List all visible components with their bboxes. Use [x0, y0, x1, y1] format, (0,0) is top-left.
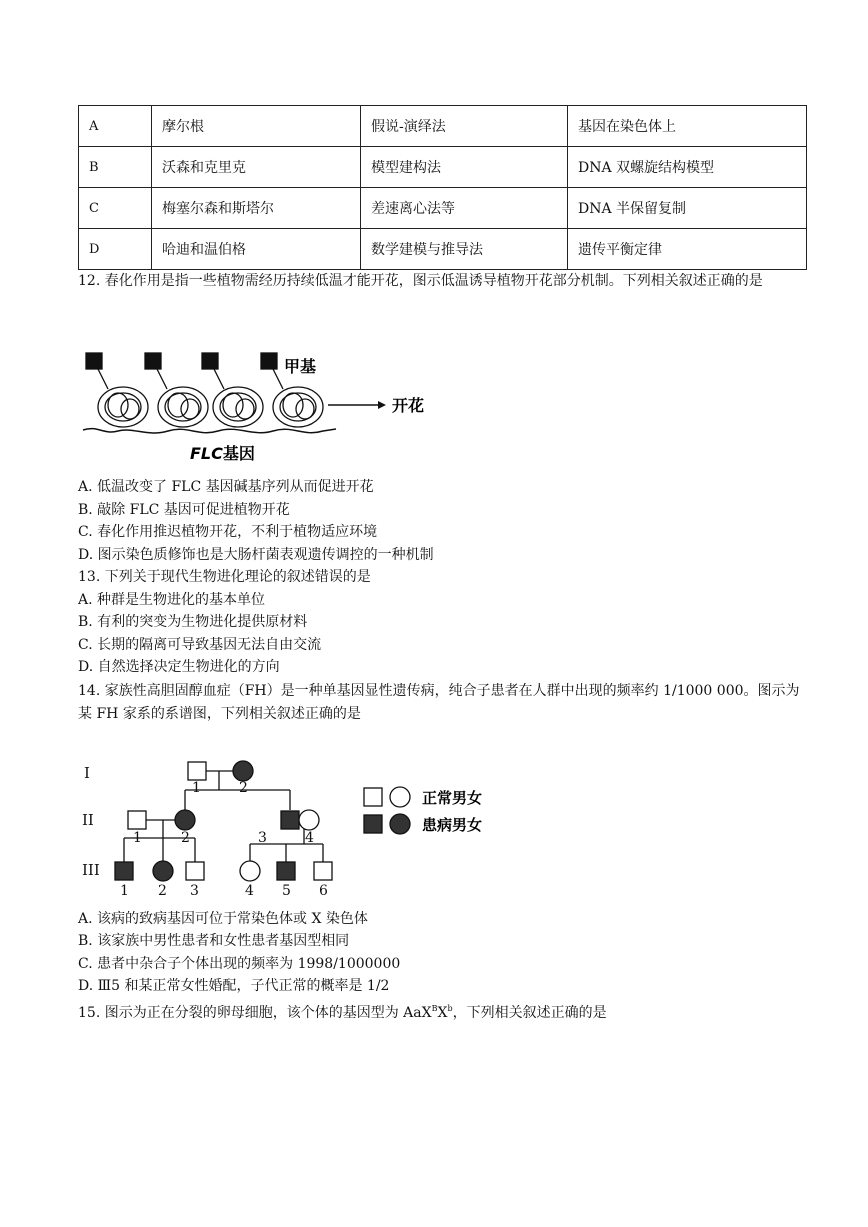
member-number: 3 [258, 830, 267, 846]
member-number: 2 [239, 780, 248, 796]
pedigree-male-affected [115, 862, 133, 880]
q12-option-a: A. 低温改变了 FLC 基因碱基序列从而促进开花 [78, 479, 374, 495]
methyl-group [261, 353, 283, 389]
table-row [79, 229, 807, 270]
table-cell-method: 差速离心法等 [361, 188, 568, 229]
flc-chromatin-figure [78, 345, 458, 465]
flc-gene-label [190, 444, 255, 463]
member-number: 4 [305, 830, 314, 846]
q13-option-b: B. 有利的突变为生物进化提供原材料 [78, 614, 308, 630]
pedigree-female-affected [175, 810, 195, 830]
pedigree-male-normal [186, 862, 204, 880]
table-cell-person: 哈迪和温伯格 [152, 229, 361, 270]
table-cell-person: 梅塞尔森和斯塔尔 [152, 188, 361, 229]
table-cell-option: D [79, 229, 152, 270]
q15-sup-b: B [431, 1004, 438, 1013]
member-number: 5 [282, 883, 291, 899]
table-cell-method: 假说-演绎法 [361, 106, 568, 147]
member-number: 1 [192, 780, 201, 796]
pedigree-male-normal [188, 762, 206, 780]
member-number: 3 [190, 883, 199, 899]
methyl-group [202, 353, 224, 389]
member-number: 1 [133, 830, 142, 846]
q13-option-d: D. 自然选择决定生物进化的方向 [78, 659, 280, 675]
q12-option-b: B. 敲除 FLC 基因可促进植物开花 [78, 502, 290, 518]
fh-pedigree-chart [78, 752, 518, 902]
q15-sup-small-b: b [447, 1004, 453, 1013]
question-12-stem: 12. 春化作用是指一些植物需经历持续低温才能开花，图示低温诱导植物开花部分机制。下列相关叙述正确的是 [78, 273, 763, 289]
member-number: 2 [181, 830, 190, 846]
table-cell-result: DNA 半保留复制 [568, 188, 807, 229]
legend-male-affected [364, 815, 382, 833]
q15-stem-prefix: 15. 图示为正在分裂的卵母细胞，该个体的基因型为 AaX [78, 1005, 432, 1021]
legend-normal-label: 正常男女 [422, 789, 483, 807]
table-row [79, 188, 807, 229]
pedigree-male-affected [277, 862, 295, 880]
table-cell-result: 基因在染色体上 [568, 106, 807, 147]
dna-strand [83, 429, 336, 433]
q13-option-c: C. 长期的隔离可导致基因无法自由交流 [78, 637, 322, 653]
q14-option-a: A. 该病的致病基因可位于常染色体或 X 染色体 [78, 911, 368, 927]
table-row [79, 147, 807, 188]
question-13-stem: 13. 下列关于现代生物进化理论的叙述错误的是 [78, 569, 371, 585]
pedigree-legend [364, 787, 410, 834]
pedigree-male-affected [281, 811, 299, 829]
methyl-group [145, 353, 167, 389]
nucleosome [213, 387, 263, 427]
q14-option-b: B. 该家族中男性患者和女性患者基因型相同 [78, 933, 350, 949]
legend-female-normal [390, 787, 410, 807]
question-15-stem [78, 999, 607, 1023]
q12-option-d: D. 图示染色质修饰也是大肠杆菌表观遗传调控的一种机制 [78, 547, 434, 563]
member-number: 1 [120, 883, 129, 899]
scientist-method-table [78, 105, 807, 270]
table-cell-result: DNA 双螺旋结构模型 [568, 147, 807, 188]
nucleosome [98, 387, 148, 427]
table-cell-result: 遗传平衡定律 [568, 229, 807, 270]
pedigree-female-affected [153, 861, 173, 881]
q15-stem-suffix: ，下列相关叙述正确的是 [452, 1005, 607, 1021]
legend-male-normal [364, 788, 382, 806]
nucleosome [273, 387, 323, 427]
generation-label: II [82, 811, 94, 829]
legend-affected-label: 患病男女 [422, 816, 483, 834]
q15-stem-x: X [437, 1005, 448, 1021]
methyl-label: 甲基 [284, 357, 317, 376]
q14-option-d: D. Ⅲ5 和某正常女性婚配，子代正常的概率是 1/2 [78, 978, 390, 994]
pedigree-female-normal [299, 810, 319, 830]
question-14-stem: 14. 家族性高胆固醇血症（FH）是一种单基因显性遗传病，纯合子患者在人群中出现的频率约 1/1000 000。图示为某 FH 家系的系谱图，下列相关叙述正确的是 [78, 683, 800, 722]
generation-label: III [82, 861, 100, 879]
q14-option-c: C. 患者中杂合子个体出现的频率为 1998/1000000 [78, 956, 401, 972]
q13-option-a: A. 种群是生物进化的基本单位 [78, 592, 266, 608]
table-cell-method: 数学建模与推导法 [361, 229, 568, 270]
table-cell-option: A [79, 106, 152, 147]
pedigree-male-normal [128, 811, 146, 829]
flc-gene-suffix: 基因 [222, 444, 255, 463]
table-cell-person: 摩尔根 [152, 106, 361, 147]
flower-label: 开花 [392, 396, 425, 415]
table-cell-method: 模型建构法 [361, 147, 568, 188]
generation-label: I [84, 764, 90, 782]
arrowhead-icon [378, 401, 386, 409]
legend-female-affected [390, 814, 410, 834]
table-cell-option: C [79, 188, 152, 229]
pedigree-male-normal [314, 862, 332, 880]
table-cell-option: B [79, 147, 152, 188]
pedigree-female-normal [240, 861, 260, 881]
flc-gene-italic: FLC [190, 444, 223, 463]
member-number: 6 [319, 883, 328, 899]
methyl-group [86, 353, 108, 389]
q12-option-c: C. 春化作用推迟植物开花，不利于植物适应环境 [78, 524, 378, 540]
pedigree-female-affected [233, 761, 253, 781]
table-row [79, 106, 807, 147]
table-cell-person: 沃森和克里克 [152, 147, 361, 188]
member-number: 2 [158, 883, 167, 899]
nucleosome [158, 387, 208, 427]
member-number: 4 [245, 883, 254, 899]
